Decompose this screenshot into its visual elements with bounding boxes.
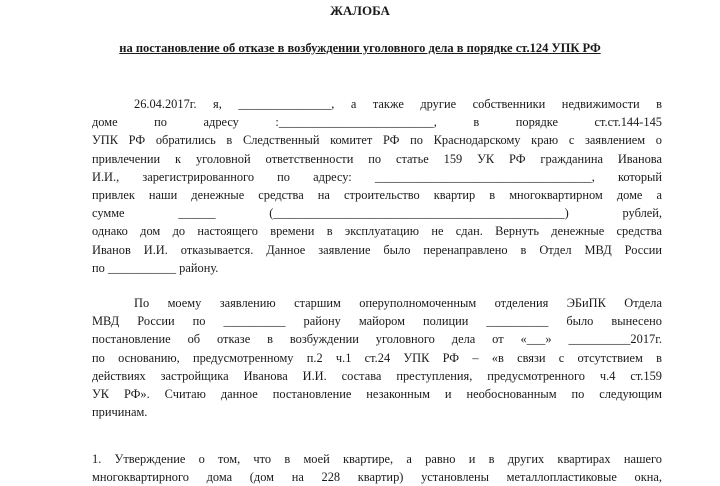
- document-subtitle: на постановление об отказе в возбуждении уголовного дела в порядке ст.124 УПК РФ: [119, 41, 601, 55]
- text-line: 26.04.2017г. я, _______________, а также другие собственники недвижимости в: [134, 97, 662, 111]
- text-line: И.И., зарегистрированного по адресу: ___________________________________, который: [92, 169, 662, 184]
- text-line: По моему заявлению старшим оперуполномоченным отделения ЭБиПК Отдела: [134, 296, 662, 310]
- text-line: привлечении к уголовной ответственности по статье 159 УК РФ гражданина Иванова: [92, 151, 662, 166]
- text-line: действиях застройщика Иванова И.И. состава преступления, предусмотренного ч.4 ст.159: [92, 368, 662, 383]
- text-line: привлек наши денежные средства на строительство квартир в многоквартирном доме а: [92, 188, 662, 203]
- text-line: по основанию, предусмотренному п.2 ч.1 ст.24 УПК РФ – «в связи с отсутствием в: [92, 350, 662, 365]
- text-line: 1. Утверждение о том, что в моей квартире, а равно и в других квартирах нашего: [92, 452, 662, 466]
- text-line: доме по адресу :_________________________, в порядке ст.ст.144-145: [92, 115, 662, 130]
- text-line: Иванов И.И. отказывается. Данное заявление было перенаправлено в Отдел МВД России: [92, 242, 662, 257]
- text-line: однако дом до настоящего времени в эксплуатацию не сдан. Вернуть денежные средства: [92, 224, 662, 239]
- paragraph-3: [92, 450, 662, 486]
- text-line: сумме ______ (_______________________________________________) рублей,: [92, 206, 662, 221]
- text-line: по ___________ району.: [92, 260, 219, 275]
- text-line: причинам.: [92, 405, 148, 420]
- text-line: многоквартирного дома (дом на 228 квартир) установлены металлопластиковые окна,: [92, 470, 662, 485]
- text-line: УПК РФ обратились в Следственный комитет РФ по Краснодарскому краю с заявлением о: [92, 133, 662, 148]
- text-line: УК РФ». Считаю данное постановление незаконным и необоснованным по следующим: [92, 387, 662, 402]
- text-line: постановление об отказе в возбуждении уголовного дела от «___» __________2017г.: [92, 332, 662, 347]
- text-line: МВД России по __________ району майором полиции __________ было вынесено: [92, 314, 662, 329]
- paragraph-2: [92, 294, 662, 421]
- paragraph-1: [92, 95, 662, 277]
- document-title: ЖАЛОБА: [330, 3, 390, 18]
